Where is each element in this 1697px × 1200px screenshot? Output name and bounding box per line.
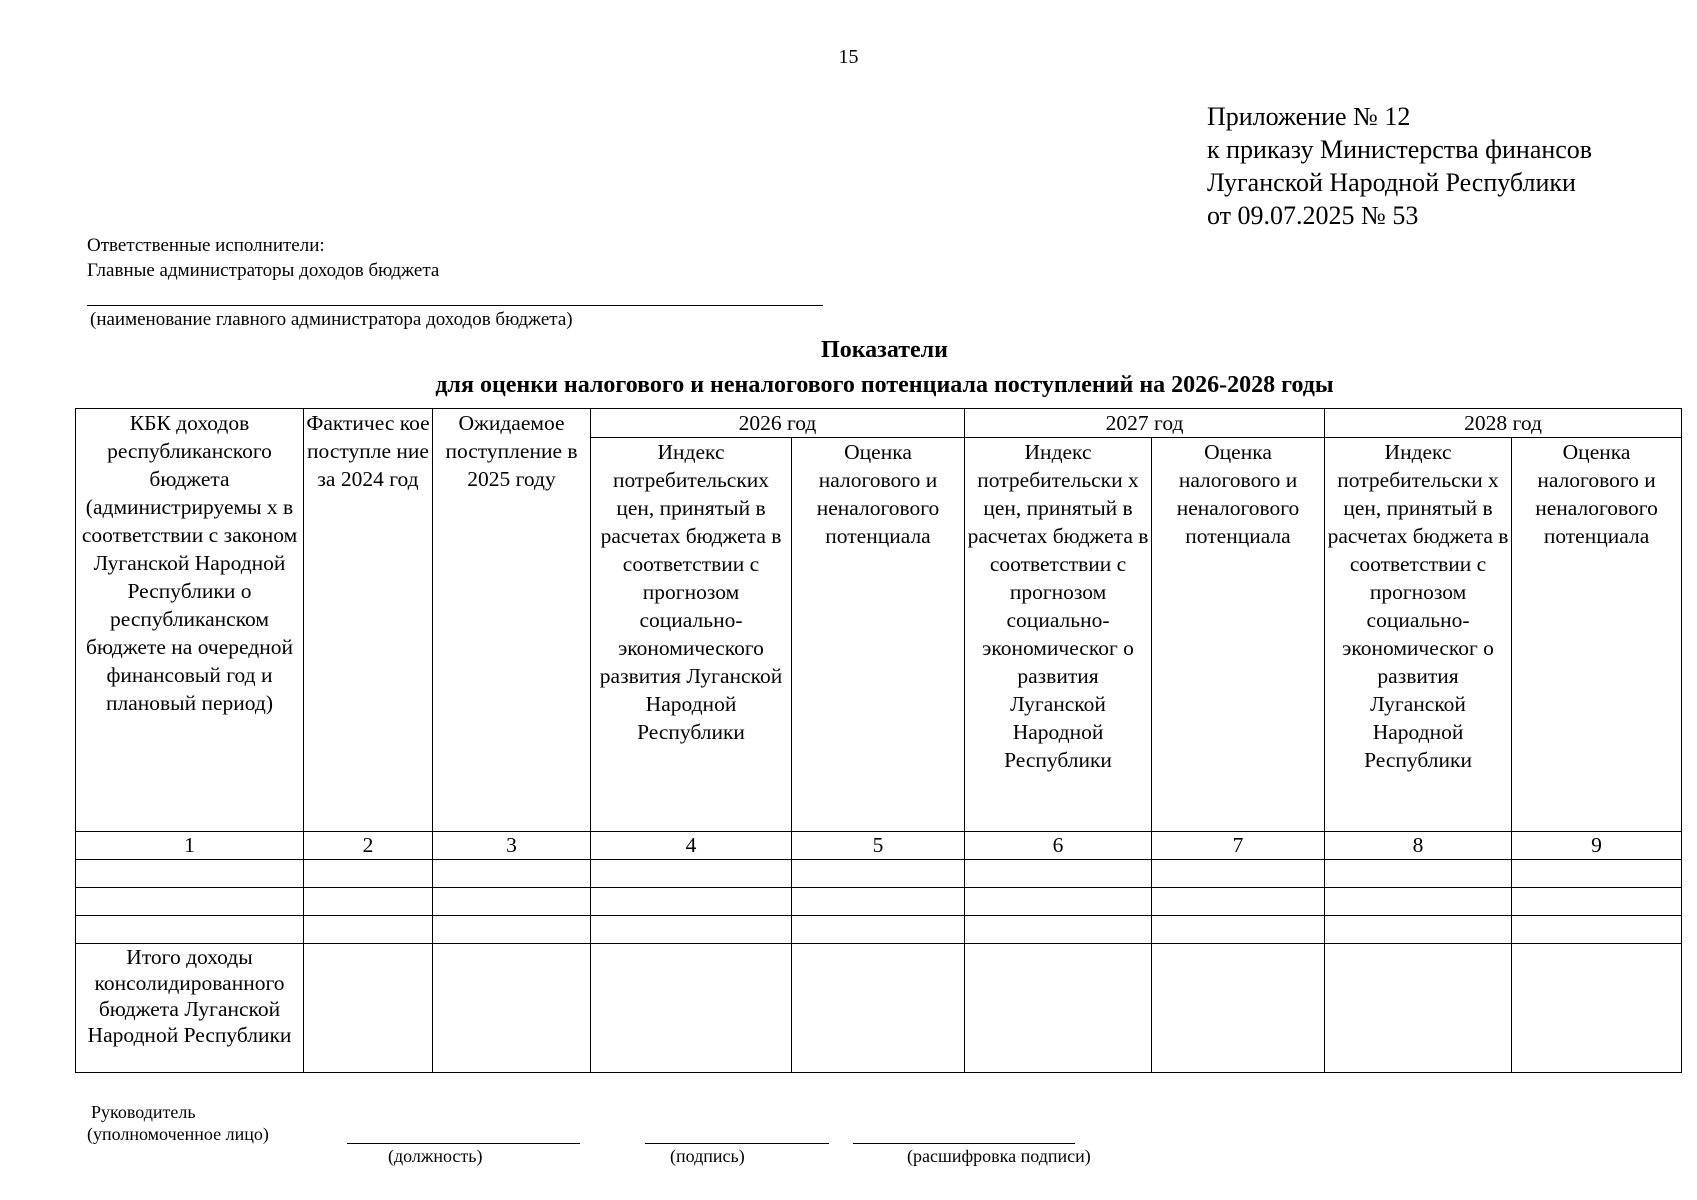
header-expected-2025: Ожидаемое поступление в 2025 году [433, 409, 591, 832]
table-cell[interactable] [304, 916, 433, 944]
table-cell[interactable] [76, 888, 304, 916]
decoding-caption: (расшифровка подписи) [907, 1146, 1091, 1166]
header-kbk: КБК доходов республиканского бюджета (администрируемы х в соответствии с законом Луганской Народной Республики о республиканском бюджете на очередной финансовый год и плановый период) [76, 409, 304, 832]
table-cell[interactable] [1152, 944, 1325, 1073]
admin-name-line [87, 305, 823, 306]
table-cell[interactable] [433, 860, 591, 888]
header-index-2028: Индекс потребительски х цен, принятый в расчетах бюджета в соответствии с прогнозом социально-экономическог о развития Луганской Народной Республики [1325, 438, 1512, 832]
table-cell[interactable] [433, 916, 591, 944]
position-line [347, 1143, 580, 1144]
column-number: 9 [1512, 832, 1682, 860]
decoding-line [853, 1143, 1075, 1144]
executors-line-2: Главные администраторы доходов бюджета [87, 260, 440, 281]
table-cell[interactable] [591, 944, 792, 1073]
table-cell[interactable] [965, 916, 1152, 944]
header-index-2027: Индекс потребительски х цен, принятый в расчетах бюджета в соответствии с прогнозом социально-экономическог о развития Луганской Народной Республики [965, 438, 1152, 832]
total-label: Итого доходы консолидированного бюджета Луганской Народной Республики [76, 944, 304, 1073]
table-cell[interactable] [965, 860, 1152, 888]
header-index-2026: Индекс потребительских цен, принятый в расчетах бюджета в соответствии с прогнозом социально-экономического развития Луганской Народной Республики [591, 438, 792, 832]
appendix-line-1: Приложение № 12 [1207, 102, 1411, 131]
appendix-line-4: от 09.07.2025 № 53 [1207, 201, 1419, 230]
appendix-block [1207, 100, 1592, 232]
header-year-2026: 2026 год [591, 409, 965, 438]
signature-caption: (подпись) [670, 1146, 745, 1166]
title-line-2: для оценки налогового и неналогового потенциала поступлений на 2026-2028 годы [435, 372, 1334, 398]
header-estimate-2026: Оценка налогового и неналогового потенциала [792, 438, 965, 832]
appendix-line-3: Луганской Народной Республики [1207, 168, 1576, 197]
table-cell[interactable] [1512, 944, 1682, 1073]
appendix-line-2: к приказу Министерства финансов [1207, 135, 1593, 164]
table-cell[interactable] [792, 860, 965, 888]
table-cell[interactable] [792, 916, 965, 944]
table-cell[interactable] [965, 888, 1152, 916]
admin-name-caption: (наименование главного администратора доходов бюджета) [90, 309, 573, 330]
table-row [76, 888, 1682, 916]
table-cell[interactable] [1325, 860, 1512, 888]
header-actual-2024: Фактичес кое поступле ние за 2024 год [304, 409, 433, 832]
table-cell[interactable] [433, 888, 591, 916]
table-cell[interactable] [1512, 916, 1682, 944]
table-cell[interactable] [591, 888, 792, 916]
column-number: 1 [76, 832, 304, 860]
table-cell[interactable] [304, 944, 433, 1073]
table-cell[interactable] [1325, 888, 1512, 916]
table-cell[interactable] [1152, 860, 1325, 888]
table-cell[interactable] [76, 916, 304, 944]
table-cell[interactable] [1152, 916, 1325, 944]
column-number: 6 [965, 832, 1152, 860]
table-cell[interactable] [433, 944, 591, 1073]
table-cell[interactable] [1325, 916, 1512, 944]
footer-head-line-1: Руководитель [91, 1102, 196, 1122]
column-number-row [76, 832, 1682, 860]
header-row-years [76, 409, 1682, 438]
header-year-2028: 2028 год [1325, 409, 1682, 438]
footer-head-line-2: (уполномоченное лицо) [87, 1124, 269, 1144]
table-row [76, 916, 1682, 944]
table-cell[interactable] [1512, 888, 1682, 916]
table-cell[interactable] [304, 888, 433, 916]
table-cell[interactable] [76, 860, 304, 888]
position-caption: (должность) [388, 1146, 483, 1166]
table-cell[interactable] [1512, 860, 1682, 888]
column-number: 7 [1152, 832, 1325, 860]
table-cell[interactable] [591, 916, 792, 944]
page-number: 15 [838, 46, 859, 68]
executors-block [87, 233, 439, 283]
column-number: 4 [591, 832, 792, 860]
table-cell[interactable] [304, 860, 433, 888]
table-cell[interactable] [792, 888, 965, 916]
header-year-2027: 2027 год [965, 409, 1325, 438]
column-number: 2 [304, 832, 433, 860]
signature-line [645, 1143, 829, 1144]
indicators-table [75, 408, 1682, 1073]
table-cell[interactable] [591, 860, 792, 888]
header-estimate-2027: Оценка налогового и неналогового потенциала [1152, 438, 1325, 832]
table-row [76, 860, 1682, 888]
column-number: 8 [1325, 832, 1512, 860]
table-cell[interactable] [1325, 944, 1512, 1073]
executors-line-1: Ответственные исполнители: [87, 235, 325, 256]
table-cell[interactable] [965, 944, 1152, 1073]
total-row [76, 944, 1682, 1073]
table-cell[interactable] [792, 944, 965, 1073]
title-line-1: Показатели [821, 337, 948, 363]
table-cell[interactable] [1152, 888, 1325, 916]
column-number: 3 [433, 832, 591, 860]
header-estimate-2028: Оценка налогового и неналогового потенциала [1512, 438, 1682, 832]
column-number: 5 [792, 832, 965, 860]
